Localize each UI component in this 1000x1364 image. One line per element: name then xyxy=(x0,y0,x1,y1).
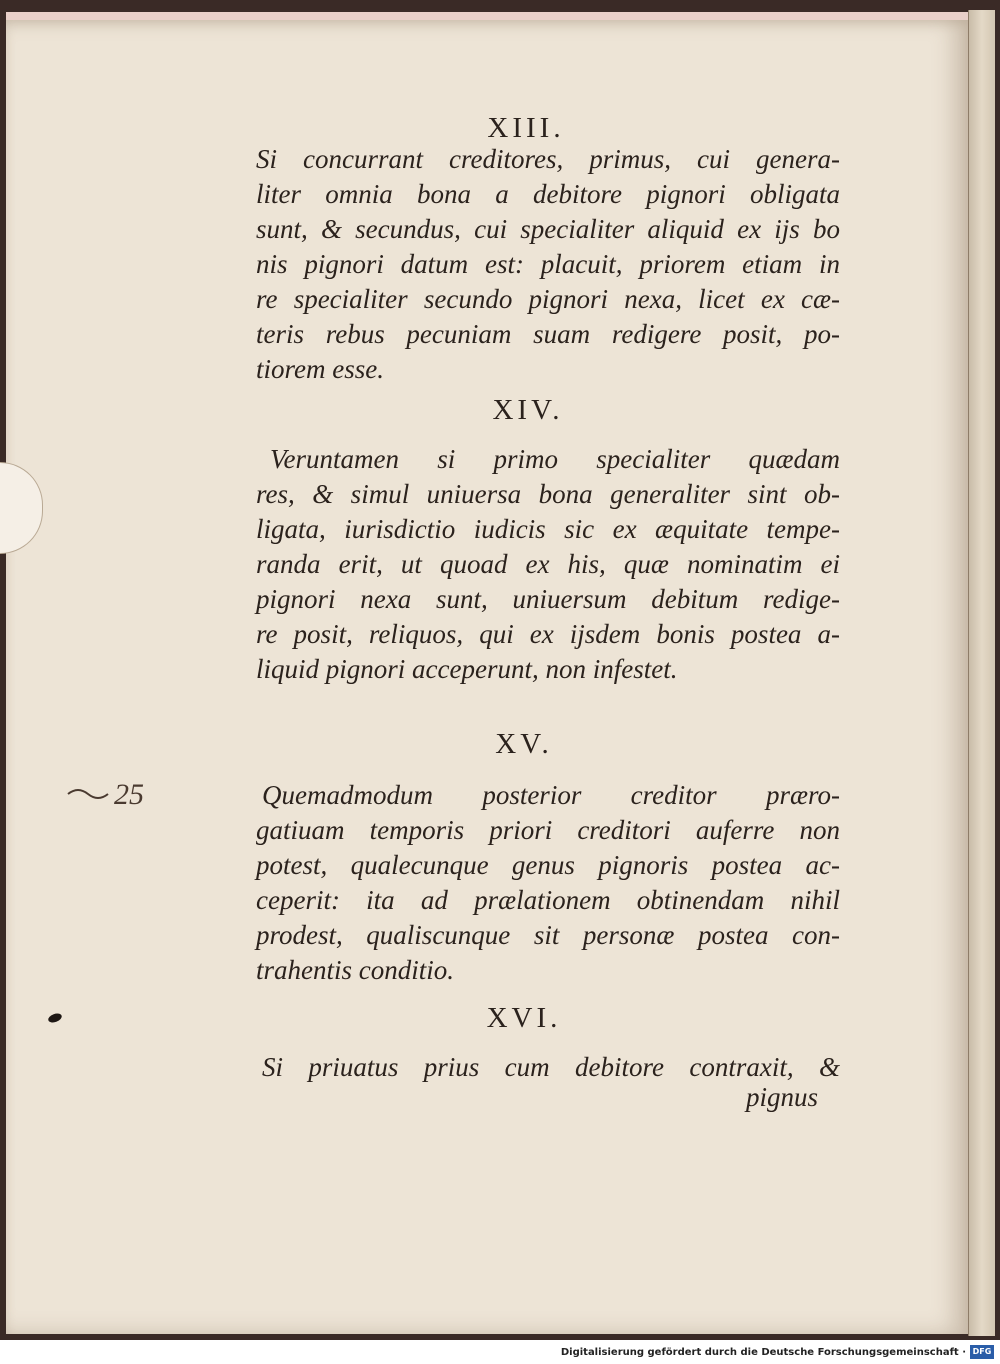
text-line: gatiuam temporis priori creditori auferre non xyxy=(256,815,840,845)
text-line: randa erit, ut quoad ex his, quæ nominatim ei xyxy=(256,549,840,579)
next-page-edge xyxy=(968,10,995,1336)
funding-credit: Digitalisierung gefördert durch die Deutsche Forschungsgemeinschaft · xyxy=(560,1347,966,1358)
text-line: ceperit: ita ad prælationem obtinendam nihil xyxy=(256,885,840,915)
text-line: Si priuatus prius cum debitore contraxit, & xyxy=(262,1052,840,1082)
dfg-logo-icon: DFG xyxy=(970,1345,994,1359)
text-line: tiorem esse. xyxy=(256,354,384,384)
text-line: Si concurrant creditores, primus, cui genera- xyxy=(256,144,840,174)
section-xv-text xyxy=(256,778,840,988)
section-xvi-text xyxy=(256,1050,840,1085)
text-line: prodest, qualiscunque sit personæ postea con- xyxy=(256,920,840,950)
text-line: teris rebus pecuniam suam redigere posit, po- xyxy=(256,319,840,349)
text-line: Quemadmodum posterior creditor præro- xyxy=(262,780,840,810)
catchword: pignus xyxy=(746,1082,819,1112)
section-heading-xv: XV. xyxy=(495,728,553,760)
page-top-edge xyxy=(6,12,968,20)
text-line: Veruntamen si primo specialiter quædam xyxy=(270,444,840,474)
text-line: res, & simul uniuersa bona generaliter sint ob- xyxy=(256,479,840,509)
text-line: ligata, iurisdictio iudicis sic ex æquitate tempe- xyxy=(256,514,840,544)
text-line: sunt, & secundus, cui specialiter aliquid ex ijs bo xyxy=(256,214,840,244)
text-line: re posit, reliquos, qui ex ijsdem bonis postea a- xyxy=(256,619,840,649)
section-heading-xiv: XIV. xyxy=(492,394,564,426)
text-line: liquid pignori acceperunt, non infestet. xyxy=(256,654,678,684)
text-line: trahentis conditio. xyxy=(256,955,454,985)
section-heading-xiii: XIII. xyxy=(487,112,565,144)
text-line: re specialiter secundo pignori nexa, licet ex cæ- xyxy=(256,284,840,314)
text-line: pignori nexa sunt, uniuersum debitum redige- xyxy=(256,584,840,614)
text-line: liter omnia bona a debitore pignori obligata xyxy=(256,179,840,209)
section-heading-xvi: XVI. xyxy=(486,1002,562,1034)
section-xiv-text xyxy=(256,442,840,687)
text-line: nis pignori datum est: placuit, priorem etiam in xyxy=(256,249,840,279)
text-line: potest, qualecunque genus pignoris postea ac- xyxy=(256,850,840,880)
margin-note-text: 25 xyxy=(114,778,144,811)
section-xiii-text xyxy=(256,142,840,387)
